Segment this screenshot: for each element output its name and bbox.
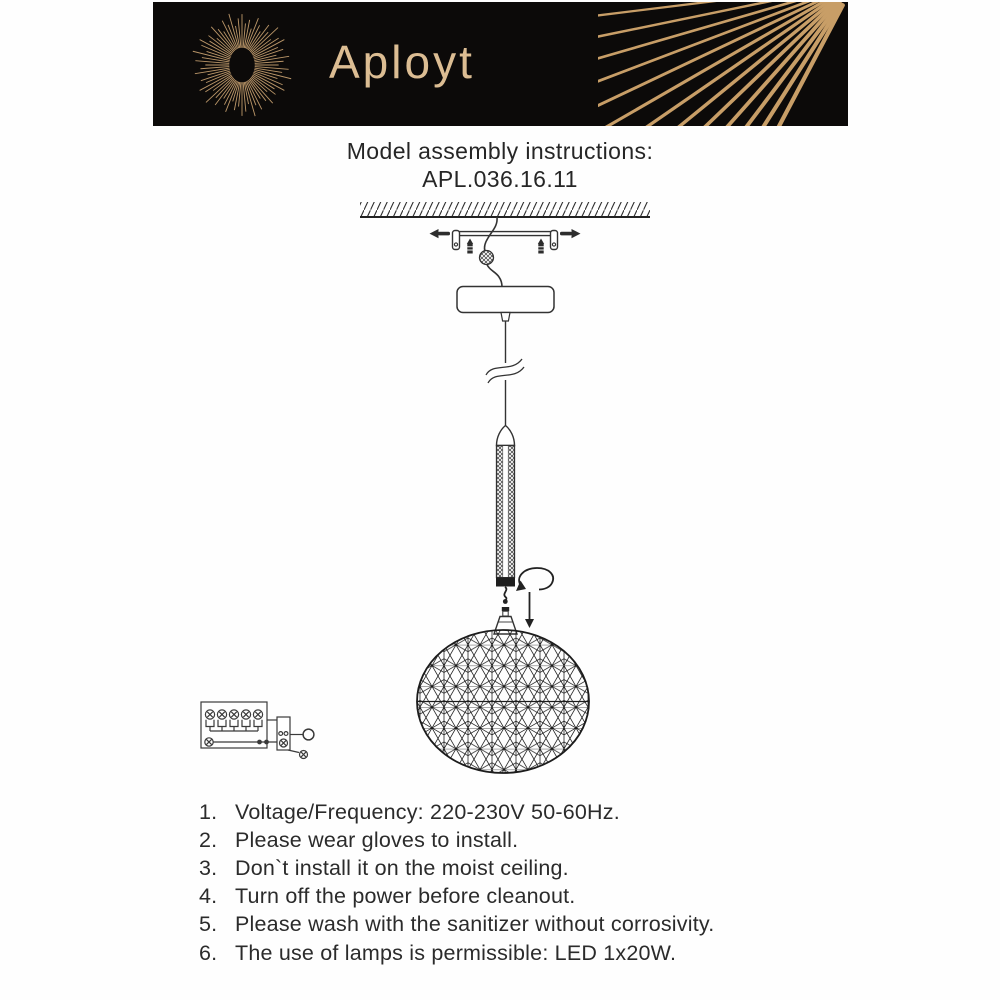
corner-rays-icon [598,2,848,126]
item-number: 5. [199,912,218,937]
wiring-terminal-block [201,702,314,759]
instruction-item-6 [199,939,714,967]
crystal-tube [496,446,515,587]
mounting-screw-left [467,239,474,254]
terminal-connector [480,251,494,265]
suspension-cable [486,321,524,426]
sunburst-logo-icon [186,9,298,121]
item-number: 1. [199,799,218,824]
item-text: Please wear gloves to install. [235,827,519,852]
assembly-diagram [150,195,860,805]
item-number: 6. [199,940,218,965]
page-title: Model assembly instructions: [346,138,654,164]
canopy [457,287,554,322]
item-text: The use of lamps is permissible: LED 1x20W. [235,940,677,965]
instruction-item-2 [199,826,714,854]
brand-banner [153,2,848,126]
item-text: Voltage/Frequency: 220-230V 50-60Hz. [235,799,620,824]
slide-arrow-right [560,229,581,238]
item-text: Don`t install it on the moist ceiling. [235,855,569,880]
socket-plug [502,607,509,616]
tube-end-cap [496,578,515,587]
ceiling-hatch [360,202,650,217]
instruction-item-4 [199,883,714,911]
mounting-screw-right [538,239,545,254]
instruction-item-5 [199,911,714,939]
item-number: 2. [199,827,218,852]
cable-grip-cone [497,426,515,446]
instruction-item-3 [199,854,714,882]
ring-terminal [303,729,314,740]
terminal-screws [205,710,262,731]
supply-wire [480,217,503,287]
brand-wordmark: Aployt [329,36,475,88]
faceted-globe-shade [417,630,589,773]
item-number: 3. [199,855,218,880]
item-text: Please wash with the sanitizer without corrosivity. [235,912,715,937]
rotate-arrow [516,568,553,591]
item-number: 4. [199,884,218,909]
model-number: APL.036.16.11 [422,166,578,192]
slide-arrow-left [430,229,451,238]
insert-arrow [525,592,534,628]
item-text: Turn off the power before cleanout. [235,884,576,909]
instruction-item-1 [199,798,714,826]
instruction-list [199,798,714,967]
cord-grip [501,313,510,322]
connector-pigtail [503,587,508,604]
title-block [0,137,1000,193]
ground-screw [205,738,213,746]
